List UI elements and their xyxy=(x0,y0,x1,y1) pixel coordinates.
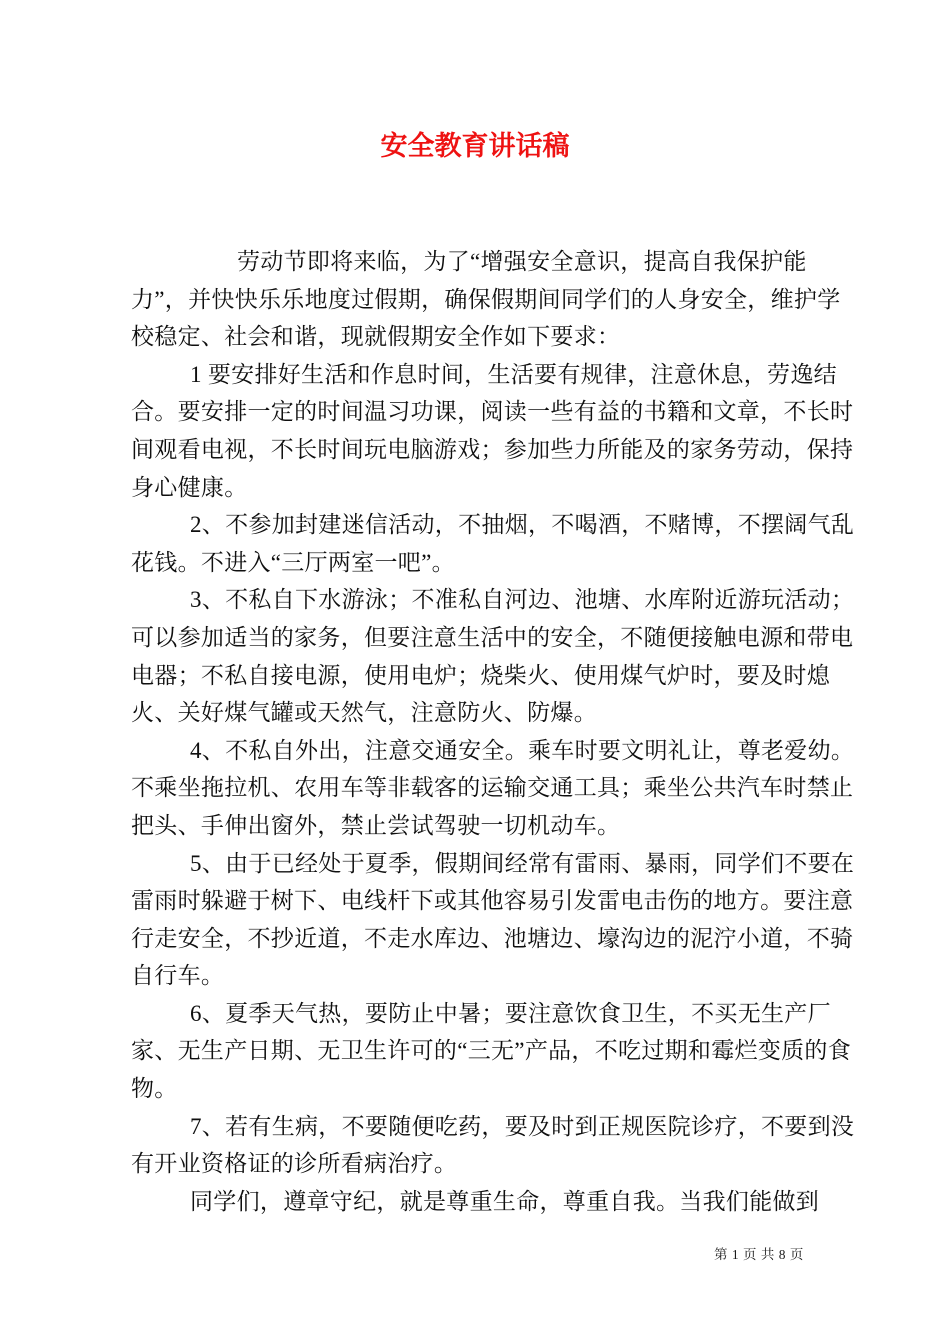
paragraph-item-6: 6、夏季天气热，要防止中暑；要注意饮食卫生，不买无生产厂家、无生产日期、无卫生许可的“三无”产品，不吃过期和霉烂变质的食物。 xyxy=(131,1000,852,1102)
paragraph-item-1: 1 要安排好生活和作息时间，生活要有规律，注意休息，劳逸结合。要安排一定的时间温习功课，阅读一些有益的书籍和文章，不长时间观看电视，不长时间玩电脑游戏；参加些力所能及的家务劳动，保持身心健康。 xyxy=(131,361,854,500)
paragraph-intro: 劳动节即将来临，为了“增强安全意识，提高自我保护能力”，并快快乐乐地度过假期，确保假期间同学们的人身安全，维护学校稳定、社会和谐，现就假期安全作如下要求： xyxy=(131,249,841,350)
document-body xyxy=(131,243,859,1220)
paragraph-item-5: 5、由于已经处于夏季，假期间经常有雷雨、暴雨，同学们不要在雷雨时躲避于树下、电线杆下或其他容易引发雷电击伤的地方。要注意行走安全，不抄近道，不走水库边、池塘边、壕沟边的泥泞小道，不骑自行车。 xyxy=(131,850,855,989)
paragraph-item-2: 2、不参加封建迷信活动，不抽烟，不喝酒，不赌博，不摆阔气乱花钱。不进入“三厅两室一吧”。 xyxy=(131,512,855,575)
paragraph-item-4: 4、不私自外出，注意交通安全。乘车时要文明礼让，尊老爱幼。不乘坐拖拉机、农用车等非载客的运输交通工具；乘坐公共汽车时禁止把头、手伸出窗外，禁止尝试驾驶一切机动车。 xyxy=(131,737,855,838)
page-title: 安全教育讲话稿 xyxy=(380,131,570,161)
paragraph-item-7: 7、若有生病，不要随便吃药，要及时到正规医院诊疗，不要到没有开业资格证的诊所看病治疗。 xyxy=(131,1113,855,1177)
paragraph-closing: 同学们，遵章守纪，就是尊重生命，尊重自我。当我们能做到 xyxy=(190,1188,820,1214)
paragraph-item-3: 3、不私自下水游泳；不准私自河边、池塘、水库附近游玩活动；可以参加适当的家务，但要注意生活中的安全，不随便接触电源和带电电器；不私自接电源，使用电炉；烧柴火、使用煤气炉时，要及时熄火、关好煤气罐或天然气，注意防火、防爆。 xyxy=(131,587,855,726)
page-number-indicator: 第 1 页 共 8 页 xyxy=(714,1247,804,1262)
